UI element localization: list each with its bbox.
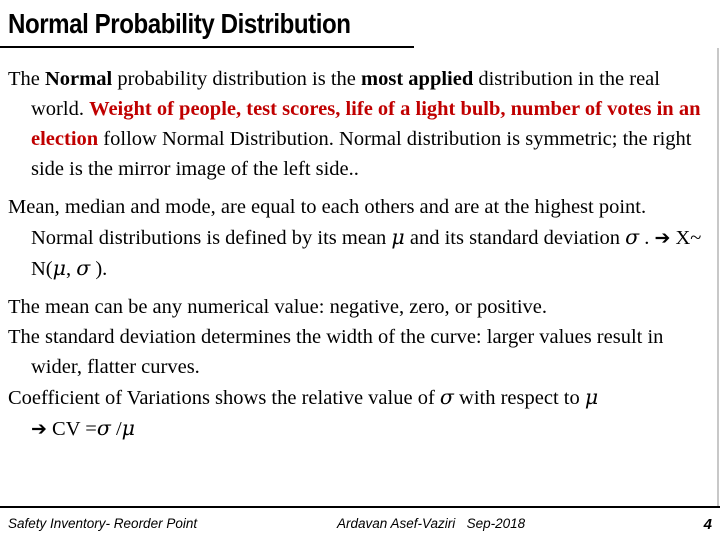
text-run: .	[639, 227, 655, 249]
footer-date: Sep-2018	[466, 516, 526, 531]
text-run: and its standard deviation	[404, 227, 626, 249]
std-dev-paragraph: The standard deviation determines the width of the curve: larger values result in wider, flatter curves.	[8, 326, 664, 378]
mu-symbol: μ	[584, 385, 599, 409]
right-edge-line	[717, 48, 719, 506]
text-run: The	[8, 68, 45, 90]
emphasis-most-applied: most applied	[361, 68, 474, 90]
arrow-icon: ➔	[31, 418, 47, 440]
text-run: Coefficient of Variations shows the relative value of	[8, 387, 440, 409]
mean-values-paragraph: The mean can be any numerical value: negative, zero, or positive.	[8, 296, 548, 318]
footer-course-title: Safety Inventory- Reorder Point	[8, 516, 198, 531]
slide-body	[8, 64, 708, 444]
footer-author-date	[337, 516, 525, 531]
normal-definition-paragraph	[8, 64, 708, 184]
text-run: /	[110, 418, 122, 440]
emphasis-normal: Normal	[45, 68, 113, 90]
text-run: follow Normal Distribution. Normal distribution is symmetric; the right side is the mirror image of the left side..	[31, 128, 692, 180]
mean-median-mode-paragraph	[8, 192, 708, 284]
footer-author: Ardavan Asef-Vaziri	[337, 516, 456, 531]
sigma-symbol: σ	[625, 225, 640, 249]
text-run: ,	[65, 258, 77, 280]
arrow-icon: ➔	[654, 227, 671, 249]
mu-symbol: μ	[391, 225, 405, 249]
mu-symbol: μ	[52, 256, 66, 280]
slide-title: Normal Probability Distribution	[8, 8, 351, 39]
examples-highlight: Weight of people, test scores, life of a light bulb, number of votes in an election	[31, 98, 701, 150]
text-run: distribution in the real world.	[31, 68, 660, 120]
sigma-symbol: σ	[439, 385, 454, 409]
sigma-symbol: σ	[76, 256, 91, 280]
text-run: Mean, median and mode, are equal to each others and are at the highest point. Normal distributions is defined by its mean	[8, 196, 647, 249]
footer-rule	[0, 506, 720, 508]
mu-symbol: μ	[121, 416, 135, 440]
sigma-symbol: σ	[96, 416, 111, 440]
text-run: ).	[90, 258, 108, 280]
cv-formula	[31, 418, 135, 440]
text-run: with respect to	[453, 387, 585, 409]
text-run: probability distribution is the	[112, 68, 362, 90]
coefficient-of-variation-paragraph	[8, 382, 708, 444]
title-underline	[0, 46, 414, 48]
text-run: CV =	[46, 418, 97, 440]
page-number: 4	[703, 516, 712, 533]
text-run: X~ N(	[31, 227, 702, 280]
